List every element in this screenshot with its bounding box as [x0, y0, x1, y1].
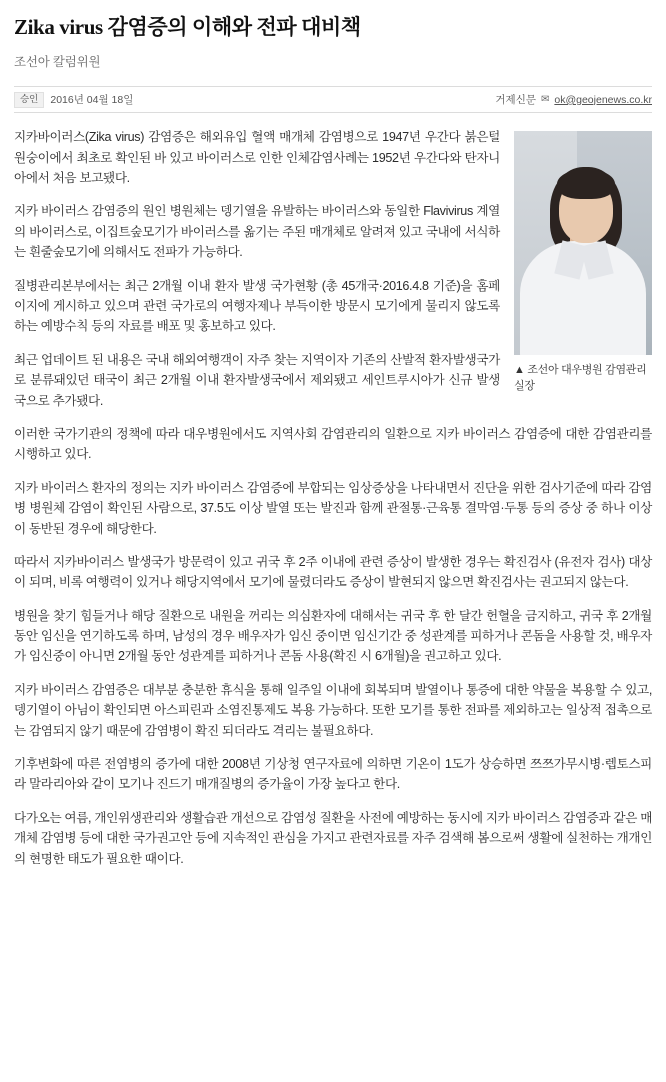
meta-right-group — [495, 92, 652, 107]
byline: 조선아 칼럼위원 — [14, 55, 101, 70]
publish-date: 2016년 04월 18일 — [50, 94, 134, 107]
status-badge: 승인 — [14, 92, 44, 108]
article-figure — [514, 131, 652, 395]
article-body — [14, 127, 652, 869]
article-paragraph: 다가오는 여름, 개인위생관리와 생활습관 개선으로 감염성 질환을 사전에 예방하는 동시에 지카 바이러스 감염증과 같은 매개체 감염병 등에 대한 국가권고안 등에 지속적인 관심을 가지고 관련자료를 자주 검색해 봄으로써 생활에 실천하는 개개인의 현명한 태도가 필요한 때이다. — [14, 810, 653, 866]
figure-caption: ▲ 조선아 대우병원 감염관리실장 — [514, 364, 647, 393]
article-meta-bar — [14, 86, 652, 113]
article-paragraph: 지카바이러스(Zika virus) 감염증은 해외유입 혈액 매개체 감염병으로 1947년 우간다 붉은털 원숭이에서 최초로 확인된 바 있고 바이러스로 인한 인체감염사례는 1952년 우간다와 탄자니아에서 처음 보고됐다. — [14, 130, 500, 186]
page-title: Zika virus 감염증의 이해와 전파 대비책 — [14, 15, 361, 39]
article-paragraph: 이러한 국가기관의 정책에 따라 대우병원에서도 지역사회 감염관리의 일환으로 지카 바이러스 감염증에 대한 감염관리를 시행하고 있다. — [14, 426, 652, 462]
article-paragraph: 기후변화에 따른 전염병의 증가에 대한 2008년 기상청 연구자료에 의하면 기온이 1도가 상승하면 쯔쯔가무시병·렙토스피라 말라리아와 같이 모기나 진드기 매개질병의 증가율이 가장 높다고 한다. — [14, 757, 652, 792]
article-paragraph: 병원을 찾기 힘들거나 해당 질환으로 내원을 꺼리는 의심환자에 대해서는 귀국 후 한 달간 헌혈을 금지하고, 귀국 후 2개월 동안 임신을 연기하도록 하며, 남성의 경우 배우자가 임신 중이면 임신기간 중 성관계를 피하거나 콘돔을 사용할 것, 배우자가 임신중이 아니면 2개월 동안 성관계를 피하거나 콘돔 사용(확진 시 6개월)을 권고하고 있다. — [14, 608, 652, 664]
article-paragraph: 질병관리본부에서는 최근 2개월 이내 환자 발생 국가현황 (총 45개국·2016.4.8 기준)을 홈페이지에 게시하고 있으며 관련 국가로의 여행자제나 부득이한 방문시 모기에게 물리지 않도록 하는 예방수칙 등의 자료를 배포 및 홍보하고 있다. — [14, 278, 500, 334]
publisher-name: 거제신문 — [495, 94, 536, 107]
mail-icon: ✉ — [540, 93, 550, 105]
meta-left-group — [14, 92, 133, 108]
article-paragraph: 따라서 지카바이러스 발생국가 방문력이 있고 귀국 후 2주 이내에 관련 증상이 발생한 경우는 확진검사 (유전자 검사) 대상이 되며, 비록 여행력이 있거나 해당지역에서 모기에 물렸더라도 증상이 발현되지 않으면 확진검사는 권고되지 않는다. — [14, 554, 652, 590]
article-paragraph: 지카 바이러스 감염증은 대부분 충분한 휴식을 통해 일주일 이내에 회복되며 발열이나 통증에 대한 약물을 복용할 수 있고, 뎅기열이 아님이 확인되면 아스피린과 소염진통제도 복용 가능하다. 또한 모기를 통한 전파를 제외하고는 일상적 접촉으로는 감염되지 않기 때문에 감염병이 확진 되더라도 격리는 불필요하다. — [14, 682, 652, 738]
author-email-link[interactable]: ok@geojenews.co.kr — [554, 93, 652, 106]
article-paragraph: 지카 바이러스 환자의 정의는 지카 바이러스 감염증에 부합되는 임상증상을 나타내면서 진단을 위한 검사기준에 따라 감염병 병원체 감염이 확인된 사람으로, 37.5도 이상 발열 또는 발진과 함께 관절통·근육통 결막염·두통 등의 증상 중 하나 이상이 동반된 경우에 해당한다. — [14, 480, 652, 536]
article-paragraph: 최근 업데이트 된 내용은 국내 해외여행객이 자주 찾는 지역이자 기존의 산발적 환자발생국가로 분류돼있던 태국이 최근 2개월 이내 환자발생국에서 제외됐고 세인트루시아가 신규 발생국으로 추가됐다. — [14, 352, 500, 408]
article-paragraph: 지카 바이러스 감염증의 원인 병원체는 뎅기열을 유발하는 바이러스와 동일한 Flavivirus 계열의 바이러스로, 이집트숲모기가 바이러스를 옮기는 주된 매개체로 알려져 있고 국내에 서식하는 흰줄숲모기에 의해서도 전파가 가능하다. — [14, 204, 500, 260]
author-photo — [514, 131, 652, 355]
